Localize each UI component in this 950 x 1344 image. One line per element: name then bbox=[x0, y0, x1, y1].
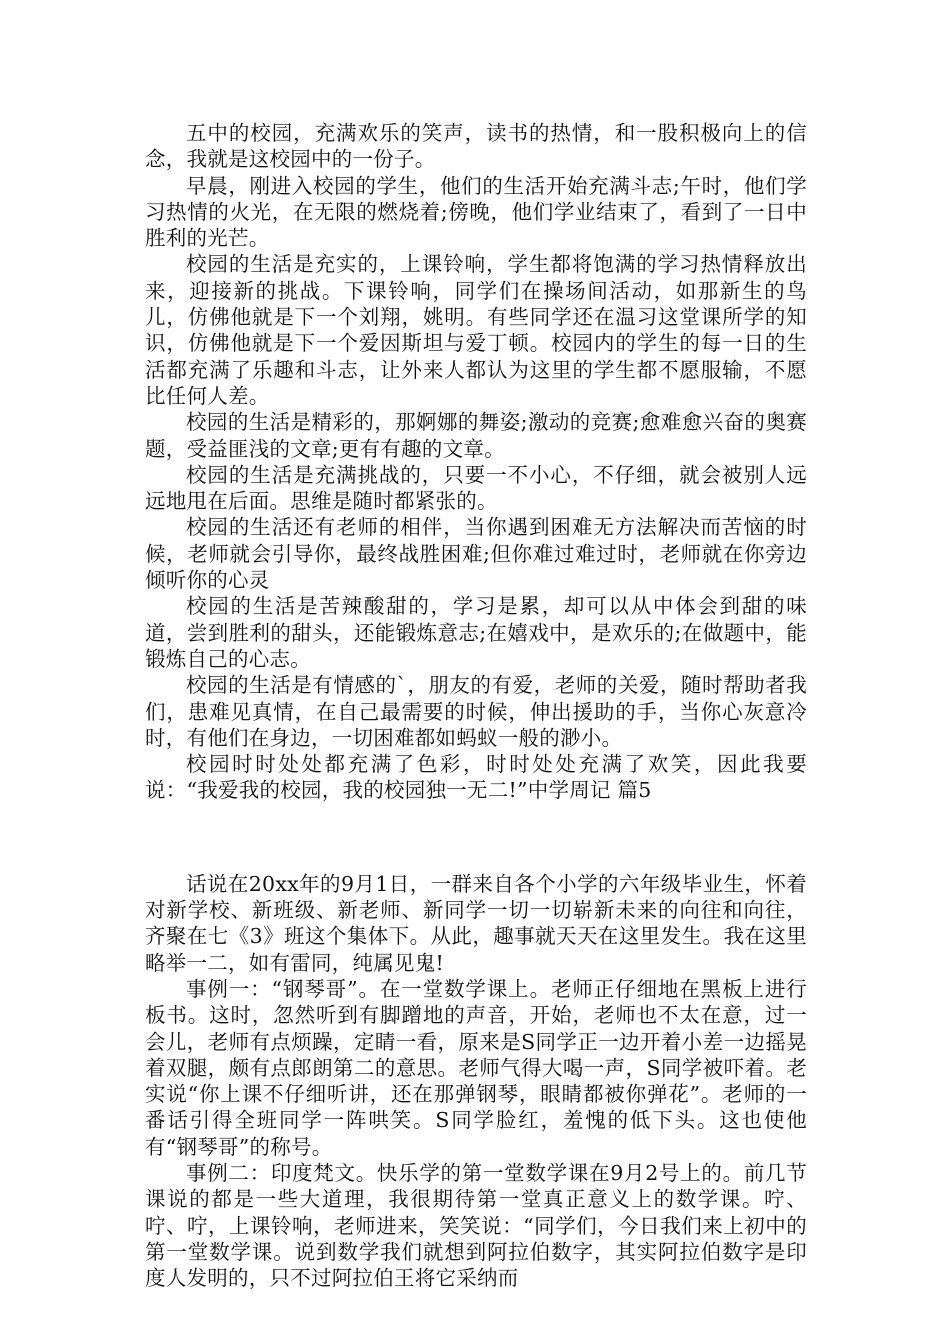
paragraph: 校园时时处处都充满了色彩，时时处处充满了欢笑，因此我要说：“我爱我的校园，我的校园独一无二!”中学周记 篇5 bbox=[145, 752, 807, 803]
paragraph: 校园的生活是充满挑战的，只要一不小心，不仔细，就会被别人远远地甩在后面。思维是随时都紧张的。 bbox=[145, 462, 807, 514]
section-gap bbox=[145, 804, 807, 871]
paragraph: 早晨，刚进入校园的学生，他们的生活开始充满斗志;午时，他们学习热情的火光，在无限的燃烧着;傍晚，他们学业结束了，看到了一日中胜利的光芒。 bbox=[145, 173, 807, 251]
document-page bbox=[145, 120, 807, 1291]
paragraph: 校园的生活是苦辣酸甜的，学习是累，却可以从中体会到甜的味道，尝到胜利的甜头，还能锻炼意志;在嬉戏中，是欢乐的;在做题中，能锻炼自己的心志。 bbox=[145, 594, 807, 671]
paragraph: 事例一：“钢琴哥”。在一堂数学课上。老师正仔细地在黑板上进行板书。这时，忽然听到有脚蹭地的声音，开始，老师也不太在意，过一会儿，老师有点烦躁，定睛一看，原来是S同学正一边开着小差一边摇晃着双腿，颇有点郎朗第二的意思。老师气得大喝一声，S同学被吓着。老实说“你上课不仔细听讲，还在那弹钢琴，眼睛都被你弹花”。老师的一番话引得全班同学一阵哄笑。S同学脸红，羞愧的低下头。这也使他有“钢琴哥”的称号。 bbox=[145, 976, 807, 1159]
paragraph: 校园的生活是精彩的，那婀娜的舞姿;激动的竞赛;愈难愈兴奋的奥赛题，受益匪浅的文章;更有有趣的文章。 bbox=[145, 410, 807, 461]
paragraph: 校园的生活是有情感的`，朋友的有爱，老师的关爱，随时帮助者我们，患难见真情，在自己最需要的时候，伸出援助的手，当你心灰意冷时，有他们在身边，一切困难都如蚂蚁一般的渺小。 bbox=[145, 673, 807, 750]
paragraph: 校园的生活还有老师的相伴，当你遇到困难无方法解决而苦恼的时候，老师就会引导你，最终战胜困难;但你难过难过时，老师就在你旁边倾听你的心灵 bbox=[145, 515, 807, 593]
paragraph: 校园的生活是充实的，上课铃响，学生都将饱满的学习热情释放出来，迎接新的挑战。下课铃响，同学们在操场间活动，如那新生的鸟儿，仿佛他就是下一个刘翔，姚明。有些同学还在温习这堂课所学的知识，仿佛他就是下一个爱因斯坦与爱丁顿。校园内的学生的每一日的生活都充满了乐趣和斗志，让外来人都认为这里的学生都不愿服输，不愿比任何人差。 bbox=[145, 252, 807, 408]
paragraph: 事例二：印度梵文。快乐学的第一堂数学课在9月2号上的。前几节课说的都是一些大道理，我很期待第一堂真正意义上的数学课。咛、咛、咛，上课铃响，老师进来，笑笑说：“同学们，今日我们来上初中的第一堂数学课。说到数学我们就想到阿拉伯数字，其实阿拉伯数字是印度人发明的，只不过阿拉伯王将它采纳而 bbox=[145, 1160, 807, 1291]
paragraph: 话说在20xx年的9月1日，一群来自各个小学的六年级毕业生，怀着对新学校、新班级、新老师、新同学一切一切崭新未来的向往和向往，齐聚在七《3》班这个集体下。从此，趣事就天天在这里发生。我在这里略举一二，如有雷同，纯属见鬼! bbox=[145, 871, 807, 975]
paragraph: 五中的校园，充满欢乐的笑声，读书的热情，和一股积极向上的信念，我就是这校园中的一份子。 bbox=[145, 121, 807, 172]
